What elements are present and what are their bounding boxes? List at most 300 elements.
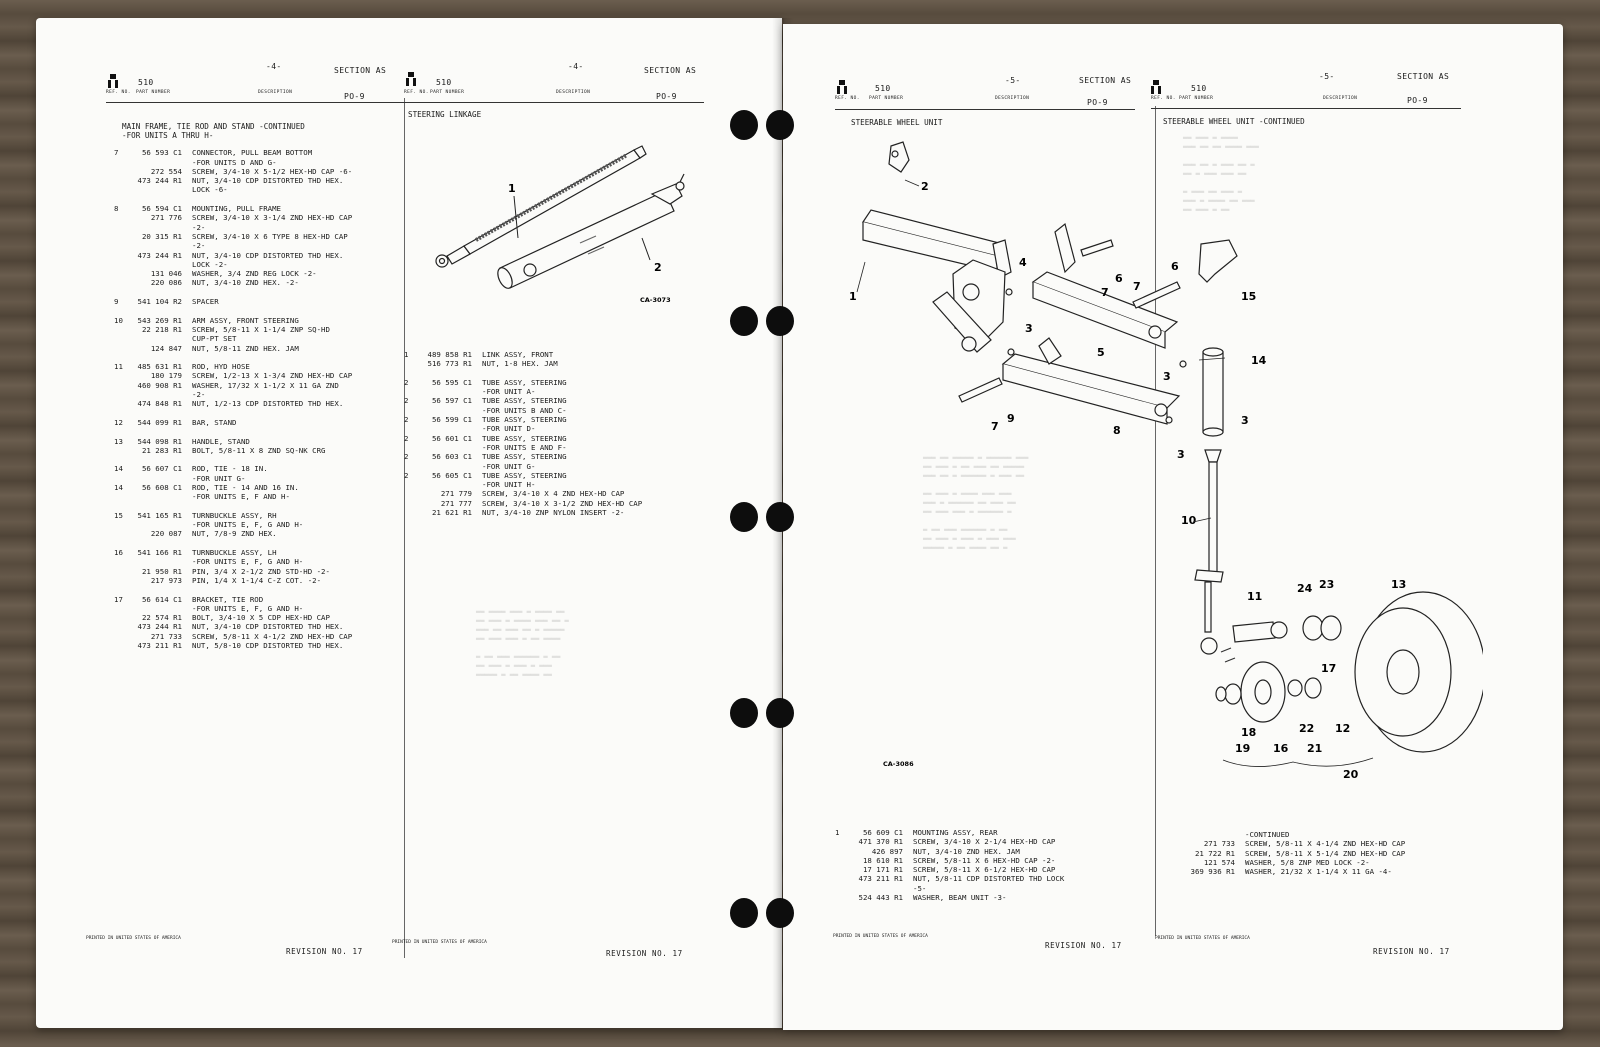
ref-number: 12 bbox=[114, 417, 123, 427]
parts-row bbox=[114, 316, 414, 325]
callout-5: 5 bbox=[1097, 346, 1105, 359]
right-page bbox=[783, 24, 1563, 1030]
callout-7: 7 bbox=[1133, 280, 1141, 293]
parts-row bbox=[835, 874, 1155, 883]
header-rule bbox=[835, 109, 1135, 110]
parts-row bbox=[114, 557, 414, 566]
part-number: 426 897 bbox=[871, 846, 903, 856]
printed-note: PRINTED IN UNITED STATES OF AMERICA bbox=[86, 936, 181, 941]
part-number-label: PART NUMBER bbox=[1179, 96, 1214, 101]
part-number: 17 171 R1 bbox=[862, 865, 903, 875]
parts-row bbox=[404, 387, 724, 396]
part-number: 473 244 R1 bbox=[137, 176, 182, 186]
part-description: -2- bbox=[192, 390, 206, 400]
parts-row bbox=[835, 865, 1155, 874]
binder-hole bbox=[730, 698, 758, 728]
parts-row bbox=[114, 427, 414, 436]
part-description: NUT, 5/8-11 CDP DISTORTED THD LOCK bbox=[913, 874, 1065, 884]
part-number: 544 099 R1 bbox=[137, 417, 182, 427]
part-number: 21 950 R1 bbox=[141, 566, 182, 576]
parts-row bbox=[114, 437, 414, 446]
ref-number: 2 bbox=[404, 452, 409, 462]
part-number-label: PART NUMBER bbox=[869, 96, 904, 101]
part-description: -CONTINUED bbox=[1245, 830, 1290, 839]
part-description: NUT, 3/4-10 CDP DISTORTED THD HEX. bbox=[192, 176, 344, 186]
part-description: -FOR UNITS E AND F- bbox=[482, 442, 567, 452]
parts-row bbox=[114, 204, 414, 213]
parts-row bbox=[404, 396, 724, 405]
parts-row bbox=[404, 462, 724, 471]
description-label: DESCRIPTION bbox=[258, 90, 293, 95]
parts-row bbox=[114, 502, 414, 511]
part-description: SCREW, 1/2-13 X 1-3/4 ZND HEX-HD CAP bbox=[192, 371, 353, 381]
part-description: -FOR UNITS E, F, G AND H- bbox=[192, 520, 304, 530]
part-description: TUBE ASSY, STEERING bbox=[482, 415, 567, 425]
revision-label: REVISION NO. 17 bbox=[1045, 941, 1122, 950]
header-rule bbox=[1151, 108, 1461, 109]
part-description: SCREW, 5/8-11 X 1-1/4 ZNP SQ-HD bbox=[192, 324, 330, 334]
parts-row bbox=[404, 369, 724, 378]
page-number: -5- bbox=[1319, 72, 1335, 81]
callout-15: 15 bbox=[1241, 290, 1257, 303]
parts-row bbox=[114, 344, 414, 353]
callout-22: 22 bbox=[1299, 722, 1315, 735]
ref-no-label: REF. NO. bbox=[1151, 96, 1176, 101]
parts-row bbox=[835, 893, 1155, 902]
po-label: PO-9 bbox=[344, 92, 365, 101]
binder-hole bbox=[730, 306, 758, 336]
part-description: BOLT, 5/8-11 X 8 ZND SQ-NK CRG bbox=[192, 445, 326, 455]
column-divider bbox=[404, 98, 405, 958]
parts-row bbox=[404, 452, 724, 461]
parts-row bbox=[114, 492, 414, 501]
parts-row bbox=[114, 334, 414, 343]
callout-13: 13 bbox=[1391, 578, 1407, 591]
col3-parts-list bbox=[835, 828, 1155, 902]
part-number: 473 211 R1 bbox=[137, 641, 182, 651]
steerable-wheel-unit-illustration bbox=[843, 132, 1483, 792]
rear-mounting-drawing bbox=[863, 142, 1011, 352]
callout-6: 6 bbox=[1115, 272, 1123, 285]
callout-8: 8 bbox=[1113, 424, 1121, 437]
section-label: SECTION AS bbox=[1397, 72, 1450, 81]
ih-logo-icon bbox=[1151, 80, 1161, 94]
show-through-text: ══ ════ ═══ ═ ════ ══ ══ ═══ ═ ════ ═══ ══ ═ ═══ ══ ═══ ══ ═ ═════ ══ ═══ ═══ ═ ══ ════ ═ ══ ═══ ══════ ═ ══ ══ ═══ ═ ═══ ═ ═══ ═════ ═ ══ ════ ══ bbox=[476, 608, 569, 679]
part-description: WASHER, 3/4 ZND REG LOCK -2- bbox=[192, 269, 317, 279]
part-number: 544 098 R1 bbox=[137, 436, 182, 446]
part-number: 217 973 bbox=[150, 575, 182, 585]
callout-17: 17 bbox=[1321, 662, 1337, 675]
parts-row bbox=[114, 185, 414, 194]
part-description: SCREW, 3/4-10 X 4 ZND HEX-HD CAP bbox=[482, 489, 625, 499]
callout-2: 2 bbox=[654, 261, 662, 274]
part-description: NUT, 1-8 HEX. JAM bbox=[482, 359, 558, 369]
part-number: 21 283 R1 bbox=[141, 445, 182, 455]
part-number: 271 733 bbox=[1203, 839, 1235, 849]
binder-hole bbox=[730, 110, 758, 140]
ref-number: 16 bbox=[114, 548, 123, 558]
ref-number: 14 bbox=[114, 482, 123, 492]
po-label: PO-9 bbox=[1087, 98, 1108, 107]
part-number: 21 621 R1 bbox=[431, 508, 472, 518]
part-description: SPACER bbox=[192, 297, 219, 307]
part-number: 56 614 C1 bbox=[141, 594, 182, 604]
page-number: -4- bbox=[568, 62, 584, 71]
model-number: 510 bbox=[1191, 84, 1207, 93]
part-description: LOCK -6- bbox=[192, 185, 228, 195]
part-number: 22 574 R1 bbox=[141, 613, 182, 623]
part-description: ROD, HYD HOSE bbox=[192, 362, 250, 372]
parts-row bbox=[114, 325, 414, 334]
parts-row bbox=[1167, 849, 1497, 858]
parts-row bbox=[404, 499, 724, 508]
parts-row bbox=[114, 585, 414, 594]
part-description: TUBE ASSY, STEERING bbox=[482, 396, 567, 406]
part-description: NUT, 3/4-10 ZNP NYLON INSERT -2- bbox=[482, 508, 625, 518]
ref-number: 2 bbox=[404, 377, 409, 387]
parts-row bbox=[114, 529, 414, 538]
part-number: 473 244 R1 bbox=[137, 250, 182, 260]
parts-row bbox=[114, 641, 414, 650]
parts-row bbox=[404, 350, 724, 359]
ref-number: 7 bbox=[114, 148, 119, 158]
col2-title: STEERING LINKAGE bbox=[408, 110, 482, 119]
parts-row bbox=[114, 232, 414, 241]
show-through-text: ══ ═══ ═ ════ ═══ ══ ══ ════ ═══ ═══ ══ ═ ═══ ══ ═ ══ ═ ═══ ═══ ══ ═ ═══ ══ ═══ ═ ═══ ═ ════ ══ ═══ ══ ═══ ═ ══ bbox=[1183, 134, 1259, 214]
part-number: 271 777 bbox=[440, 498, 472, 508]
part-description: PIN, 3/4 X 2-1/2 ZND STD-HD -2- bbox=[192, 566, 330, 576]
part-description: TURNBUCKLE ASSY, LH bbox=[192, 548, 277, 558]
ref-no-label: REF. NO. bbox=[106, 90, 131, 95]
left-page bbox=[36, 18, 782, 1028]
parts-row bbox=[114, 483, 414, 492]
part-description: -2- bbox=[192, 241, 206, 251]
ih-logo-icon bbox=[108, 74, 118, 88]
ref-number: 2 bbox=[404, 470, 409, 480]
parts-row bbox=[114, 446, 414, 455]
part-number-label: PART NUMBER bbox=[136, 90, 171, 95]
part-number: 460 908 R1 bbox=[137, 380, 182, 390]
binder-hole bbox=[766, 110, 794, 140]
part-description: ROD, TIE - 14 AND 16 IN. bbox=[192, 482, 299, 492]
part-description: ROD, TIE - 18 IN. bbox=[192, 464, 268, 474]
parts-row bbox=[1167, 867, 1497, 876]
part-description: WASHER, 17/32 X 1-1/2 X 11 GA ZND bbox=[192, 380, 339, 390]
parts-row bbox=[114, 353, 414, 362]
callout-24: 24 bbox=[1297, 582, 1313, 595]
revision-label: REVISION NO. 17 bbox=[606, 949, 683, 958]
ref-number: 13 bbox=[114, 436, 123, 446]
part-description: HANDLE, STAND bbox=[192, 436, 250, 446]
part-number: 22 218 R1 bbox=[141, 324, 182, 334]
part-description: ARM ASSY, FRONT STEERING bbox=[192, 315, 299, 325]
callout-2: 2 bbox=[921, 180, 929, 193]
part-number: 56 593 C1 bbox=[141, 148, 182, 158]
part-number: 369 936 R1 bbox=[1190, 867, 1235, 877]
parts-row bbox=[114, 613, 414, 622]
parts-row bbox=[114, 520, 414, 529]
part-description: -FOR UNIT G- bbox=[192, 473, 246, 483]
model-number: 510 bbox=[138, 78, 154, 87]
part-description: -FOR UNITS E, F AND H- bbox=[192, 492, 290, 502]
revision-label: REVISION NO. 17 bbox=[1373, 947, 1450, 956]
callout-3: 3 bbox=[1025, 322, 1033, 335]
part-number: 131 046 bbox=[150, 269, 182, 279]
parts-row bbox=[114, 567, 414, 576]
parts-row bbox=[114, 195, 414, 204]
part-description: -2- bbox=[192, 222, 206, 232]
parts-row bbox=[114, 511, 414, 520]
parts-row bbox=[835, 856, 1155, 865]
part-description: -5- bbox=[913, 883, 927, 893]
header-rule bbox=[106, 102, 406, 103]
part-number: 18 610 R1 bbox=[862, 855, 903, 865]
col4-title: STEERABLE WHEEL UNIT -CONTINUED bbox=[1163, 117, 1305, 126]
part-description: BOLT, 3/4-10 X 5 CDP HEX-HD CAP bbox=[192, 613, 330, 623]
parts-row bbox=[114, 632, 414, 641]
section-label: SECTION AS bbox=[644, 66, 697, 75]
part-description: SCREW, 3/4-10 X 2-1/4 HEX-HD CAP bbox=[913, 837, 1056, 847]
parts-row bbox=[1167, 830, 1497, 839]
parts-row bbox=[114, 622, 414, 631]
part-number: 56 595 C1 bbox=[431, 377, 472, 387]
parts-row bbox=[1167, 839, 1497, 848]
parts-row bbox=[114, 371, 414, 380]
figure-code: CA-3073 bbox=[640, 296, 671, 304]
parts-row bbox=[835, 837, 1155, 846]
callout-3: 3 bbox=[1163, 370, 1171, 383]
part-description: WASHER, 5/8 ZNP MED LOCK -2- bbox=[1245, 857, 1370, 867]
callout-14: 14 bbox=[1251, 354, 1267, 367]
ih-logo-icon bbox=[837, 80, 847, 94]
part-number: 21 722 R1 bbox=[1194, 848, 1235, 858]
parts-row bbox=[404, 508, 724, 517]
part-description: -FOR UNITS E, F, G AND H- bbox=[192, 603, 304, 613]
parts-row bbox=[404, 489, 724, 498]
parts-row bbox=[835, 828, 1155, 837]
part-number: 56 607 C1 bbox=[141, 464, 182, 474]
parts-row bbox=[835, 884, 1155, 893]
parts-row bbox=[404, 480, 724, 489]
callout-19: 19 bbox=[1235, 742, 1251, 755]
ref-number: 10 bbox=[114, 315, 123, 325]
parts-row bbox=[114, 251, 414, 260]
callout-4: 4 bbox=[1019, 256, 1027, 269]
part-description: SCREW, 5/8-11 X 4-1/2 ZND HEX-HD CAP bbox=[192, 631, 353, 641]
printed-note: PRINTED IN UNITED STATES OF AMERICA bbox=[833, 934, 928, 939]
part-number: 56 597 C1 bbox=[431, 396, 472, 406]
part-description: SCREW, 3/4-10 X 3-1/4 ZND HEX-HD CAP bbox=[192, 213, 353, 223]
parts-row bbox=[114, 306, 414, 315]
part-description: -FOR UNIT D- bbox=[482, 424, 536, 434]
part-description: TUBE ASSY, STEERING bbox=[482, 433, 567, 443]
part-description: SCREW, 5/8-11 X 6-1/2 HEX-HD CAP bbox=[913, 865, 1056, 875]
callout-7: 7 bbox=[1101, 286, 1109, 299]
callout-1: 1 bbox=[849, 290, 857, 303]
callout-3: 3 bbox=[1177, 448, 1185, 461]
part-description: TURNBUCKLE ASSY, RH bbox=[192, 510, 277, 520]
parts-row bbox=[114, 260, 414, 269]
part-number: 56 603 C1 bbox=[431, 452, 472, 462]
part-number: 20 315 R1 bbox=[141, 231, 182, 241]
part-description: SCREW, 5/8-11 X 4-1/4 ZND HEX-HD CAP bbox=[1245, 839, 1406, 849]
part-description: LOCK -2- bbox=[192, 259, 228, 269]
col1-parts-list bbox=[114, 139, 414, 650]
ref-number: 11 bbox=[114, 362, 123, 372]
part-description: NUT, 5/8-11 ZND HEX. JAM bbox=[192, 343, 299, 353]
part-number: 180 179 bbox=[150, 371, 182, 381]
part-description: SCREW, 5/8-11 X 5-1/4 ZND HEX-HD CAP bbox=[1245, 848, 1406, 858]
part-description: MOUNTING ASSY, REAR bbox=[913, 828, 998, 837]
binder-hole bbox=[730, 898, 758, 928]
model-number: 510 bbox=[875, 84, 891, 93]
description-label: DESCRIPTION bbox=[556, 90, 591, 95]
figure-code: CA-3086 bbox=[883, 760, 914, 768]
parts-row bbox=[114, 576, 414, 585]
description-label: DESCRIPTION bbox=[1323, 96, 1358, 101]
ref-number: 9 bbox=[114, 297, 119, 307]
binder-hole bbox=[766, 306, 794, 336]
steering-linkage-illustration bbox=[412, 128, 712, 318]
model-number: 510 bbox=[436, 78, 452, 87]
part-description: TUBE ASSY, STEERING bbox=[482, 470, 567, 480]
part-number: 543 269 R1 bbox=[137, 315, 182, 325]
parts-row bbox=[404, 359, 724, 368]
callout-leader-lines bbox=[857, 180, 1373, 767]
part-number: 56 601 C1 bbox=[431, 433, 472, 443]
part-description: NUT, 3/4-10 CDP DISTORTED THD HEX. bbox=[192, 622, 344, 632]
callout-11: 11 bbox=[1247, 590, 1263, 603]
part-number: 56 609 C1 bbox=[862, 828, 903, 837]
show-through-text: ═══ ══ ═════ ═ ══════ ═══ ══ ═══ ═ ══ ═══ ══ ═════ ═══ ══ ═ ══════ ═ ═══ ══ ══ ═══ ═ ════ ═══ ═══ ═══ ═ ══════ ══ ═══ ══ ══ ═══ ═══ ═ ══════ ═ ═ ══ ═══ ══════ ═ ══ ══ ═══ ═ ═══ ═ ═══ ═══ ═════ ═ ══ ════ ══ ═ bbox=[923, 454, 1029, 552]
ref-no-label: REF. NO. bbox=[835, 96, 860, 101]
parts-row bbox=[114, 176, 414, 185]
part-number: 271 733 bbox=[150, 631, 182, 641]
wheel-unit-callouts bbox=[849, 180, 1406, 781]
section-label: SECTION AS bbox=[334, 66, 387, 75]
page-number: -4- bbox=[266, 62, 282, 71]
part-number: 471 370 R1 bbox=[858, 837, 903, 847]
part-description: WASHER, BEAM UNIT -3- bbox=[913, 893, 1007, 903]
parts-row bbox=[404, 443, 724, 452]
parts-row bbox=[114, 409, 414, 418]
part-number: 541 104 R2 bbox=[137, 297, 182, 307]
col3-title: STEERABLE WHEEL UNIT bbox=[851, 118, 943, 127]
part-description: WASHER, 21/32 X 1-1/4 X 11 GA -4- bbox=[1245, 867, 1392, 877]
part-number-label: PART NUMBER bbox=[430, 90, 465, 95]
callout-16: 16 bbox=[1273, 742, 1289, 755]
part-number: 271 779 bbox=[440, 489, 472, 499]
part-description: -FOR UNIT H- bbox=[482, 480, 536, 490]
part-description: SCREW, 5/8-11 X 6 HEX-HD CAP -2- bbox=[913, 855, 1056, 865]
col4-parts-list bbox=[1167, 830, 1497, 876]
part-number: 220 086 bbox=[150, 278, 182, 288]
part-number: 473 211 R1 bbox=[858, 874, 903, 884]
section-label: SECTION AS bbox=[1079, 76, 1132, 85]
part-number: 541 166 R1 bbox=[137, 548, 182, 558]
binder-hole bbox=[766, 898, 794, 928]
col2-parts-list bbox=[404, 350, 724, 517]
part-number: 489 858 R1 bbox=[427, 350, 472, 359]
parts-row bbox=[114, 213, 414, 222]
callout-10: 10 bbox=[1181, 514, 1197, 527]
part-description: TUBE ASSY, STEERING bbox=[482, 452, 567, 462]
parts-row bbox=[114, 474, 414, 483]
callout-12: 12 bbox=[1335, 722, 1351, 735]
parts-row bbox=[114, 418, 414, 427]
ref-number: 14 bbox=[114, 464, 123, 474]
parts-row bbox=[404, 424, 724, 433]
ref-number: 15 bbox=[114, 510, 123, 520]
binder-hole bbox=[730, 502, 758, 532]
parts-row bbox=[114, 539, 414, 548]
part-description: -FOR UNIT A- bbox=[482, 387, 536, 397]
parts-row bbox=[404, 415, 724, 424]
parts-row bbox=[114, 548, 414, 557]
part-description: TUBE ASSY, STEERING bbox=[482, 377, 567, 387]
col1-subtitle: -FOR UNITS A THRU H- bbox=[122, 131, 214, 140]
part-number: 56 608 C1 bbox=[141, 482, 182, 492]
page-number: -5- bbox=[1005, 76, 1021, 85]
parts-row bbox=[114, 139, 414, 148]
parts-row bbox=[114, 604, 414, 613]
part-description: -FOR UNITS D AND G- bbox=[192, 157, 277, 167]
callout-21: 21 bbox=[1307, 742, 1323, 755]
callout-3: 3 bbox=[1241, 414, 1249, 427]
part-number: 272 554 bbox=[150, 166, 182, 176]
part-description: NUT, 3/4-10 ZND HEX. JAM bbox=[913, 846, 1020, 856]
ref-number: 2 bbox=[404, 433, 409, 443]
part-description: NUT, 1/2-13 CDP DISTORTED THD HEX. bbox=[192, 399, 344, 409]
ref-number: 1 bbox=[404, 350, 409, 359]
part-number: 220 087 bbox=[150, 529, 182, 539]
part-number: 56 599 C1 bbox=[431, 415, 472, 425]
printed-note: PRINTED IN UNITED STATES OF AMERICA bbox=[1155, 936, 1250, 941]
part-description: -FOR UNIT G- bbox=[482, 461, 536, 471]
ref-number: 17 bbox=[114, 594, 123, 604]
part-number: 485 631 R1 bbox=[137, 362, 182, 372]
revision-label: REVISION NO. 17 bbox=[286, 947, 363, 956]
part-description: MOUNTING, PULL FRAME bbox=[192, 204, 281, 214]
callout-23: 23 bbox=[1319, 578, 1335, 591]
part-number: 124 847 bbox=[150, 343, 182, 353]
parts-row bbox=[114, 399, 414, 408]
part-description: BRACKET, TIE ROD bbox=[192, 594, 264, 604]
part-description: -FOR UNITS E, F, G AND H- bbox=[192, 557, 304, 567]
callout-20: 20 bbox=[1343, 768, 1359, 781]
parts-row bbox=[114, 464, 414, 473]
ref-no-label: REF. NO. bbox=[404, 90, 429, 95]
col1-title: MAIN FRAME, TIE ROD AND STAND -CONTINUED bbox=[122, 122, 305, 131]
ref-number: 2 bbox=[404, 396, 409, 406]
header-rule bbox=[404, 102, 704, 103]
callout-18: 18 bbox=[1241, 726, 1257, 739]
parts-row bbox=[114, 390, 414, 399]
part-description: NUT, 3/4-10 ZND HEX. -2- bbox=[192, 278, 299, 288]
part-description: NUT, 7/8-9 ZND HEX. bbox=[192, 529, 277, 539]
parts-row bbox=[404, 406, 724, 415]
part-description: NUT, 5/8-10 CDP DISTORTED THD HEX. bbox=[192, 641, 344, 651]
part-number: 271 776 bbox=[150, 213, 182, 223]
part-description: CONNECTOR, PULL BEAM BOTTOM bbox=[192, 148, 313, 158]
part-number: 524 443 R1 bbox=[858, 893, 903, 903]
ref-number: 8 bbox=[114, 204, 119, 214]
printed-note: PRINTED IN UNITED STATES OF AMERICA bbox=[392, 940, 487, 945]
part-number: 56 594 C1 bbox=[141, 204, 182, 214]
part-description: -FOR UNITS B AND C- bbox=[482, 405, 567, 415]
po-label: PO-9 bbox=[1407, 96, 1428, 105]
parts-row bbox=[114, 158, 414, 167]
